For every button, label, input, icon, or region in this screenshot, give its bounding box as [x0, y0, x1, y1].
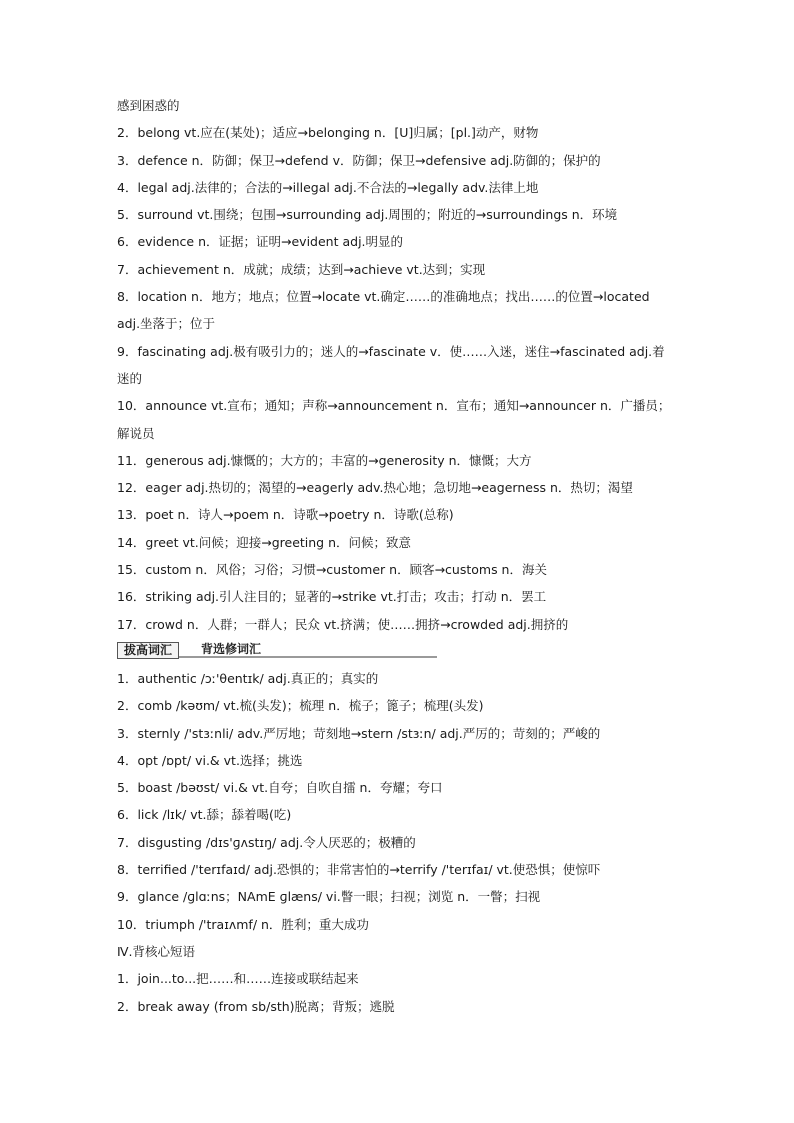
list-item: 1．authentic /ɔː'θentɪk/ adj.真正的；真实的: [117, 670, 379, 686]
list-item: 14．greet vt.问候；迎接→greeting n．问候；致意: [117, 534, 412, 550]
list-item: 12．eager adj.热切的；渴望的→eagerly adv.热心地；急切地→eagerness n．热切；渴望: [117, 480, 633, 496]
list-item: 15．custom n．风俗；习俗；习惯→customer n．顾客→customs n．海关: [117, 562, 547, 578]
list-item: 8．terrified /'terɪfaɪd/ adj.恐惧的；非常害怕的→terrify /'terɪfaɪ/ vt.使恐惧；使惊吓: [117, 862, 601, 878]
list-item: 5．boast /bəʊst/ vi.& vt.自夸；自吹自擂 n．夸耀；夸口: [117, 780, 443, 796]
list-item: 4．legal adj.法律的；合法的→illegal adj.不合法的→legally adv.法律上地: [117, 179, 539, 195]
list-item: 2．break away (from sb/sth)脱离；背叛；逃脱: [117, 998, 395, 1014]
section-tag: 拔高词汇: [117, 642, 179, 659]
list-item: adj.坐落于；位于: [117, 316, 216, 332]
list-item: 迷的: [117, 370, 143, 386]
list-item: 3．sternly /'stɜːnli/ adv.严厉地；苛刻地→stern /stɜːn/ adj.严厉的；苛刻的；严峻的: [117, 725, 601, 741]
section-subtitle: 背选修词汇: [201, 641, 262, 656]
list-item: 6．lick /lɪk/ vt.舔；舔着喝(吃): [117, 807, 292, 823]
list-item: 4．opt /ɒpt/ vi.& vt.选择；挑选: [117, 752, 303, 768]
list-item: 解说员: [117, 425, 155, 441]
vocab-list-part2: [117, 665, 687, 938]
section-header-advanced-vocab: [117, 642, 687, 660]
list-item: 2．comb /kəʊm/ vt.梳(头发)；梳理 n．梳子；篦子；梳理(头发): [117, 698, 484, 714]
list-item: 9．glance /ɡlɑːns；NAmE ɡlæns/ vi.瞥一眼；扫视；浏览 n．一瞥；扫视: [117, 889, 541, 905]
document-page: [117, 92, 687, 1020]
list-item: 感到困惑的: [117, 98, 180, 113]
list-item: 6．evidence n．证据；证明→evident adj.明显的: [117, 234, 404, 250]
list-item: 3．defence n．防御；保卫→defend v．防御；保卫→defensive adj.防御的；保护的: [117, 152, 601, 168]
list-item: 11．generous adj.慷慨的；大方的；丰富的→generosity n．慷慨；大方: [117, 452, 532, 468]
list-item: 10．announce vt.宣布；通知；声称→announcement n．宣布；通知→announcer n．广播员；: [117, 398, 671, 414]
list-item: 7．disgusting /dɪs'ɡʌstɪŋ/ adj.令人厌恶的；极糟的: [117, 834, 416, 850]
list-item: 7．achievement n．成就；成绩；达到→achieve vt.达到；实现: [117, 261, 486, 277]
list-item: 1．join...to...把……和……连接或联结起来: [117, 971, 359, 987]
vocab-list-part1: [117, 92, 687, 638]
list-item: 10．triumph /'traɪʌmf/ n．胜利；重大成功: [117, 916, 369, 932]
phrase-list: [117, 965, 687, 1020]
list-item: 8．location n．地方；地点；位置→locate vt.确定……的准确地点；找出……的位置→located: [117, 289, 650, 305]
list-item: 9．fascinating adj.极有吸引力的；迷人的→fascinate v．使……入迷，迷住→fascinated adj.着: [117, 343, 665, 359]
list-item: 2．belong vt.应在(某处)；适应→belonging n．[U]归属；[pl.]动产，财物: [117, 125, 539, 141]
section-heading-phrases: Ⅳ.背核心短语: [117, 943, 196, 959]
list-item: 17．crowd n．人群；一群人；民众 vt.挤满；使……拥挤→crowded adj.拥挤的: [117, 616, 569, 632]
list-item: 13．poet n．诗人→poem n．诗歌→poetry n．诗歌(总称): [117, 507, 454, 523]
list-item: 16．striking adj.引人注目的；显著的→strike vt.打击；攻击；打动 n．罢工: [117, 589, 547, 605]
list-item: 5．surround vt.围绕；包围→surrounding adj.周围的；附近的→surroundings n．环境: [117, 207, 618, 223]
